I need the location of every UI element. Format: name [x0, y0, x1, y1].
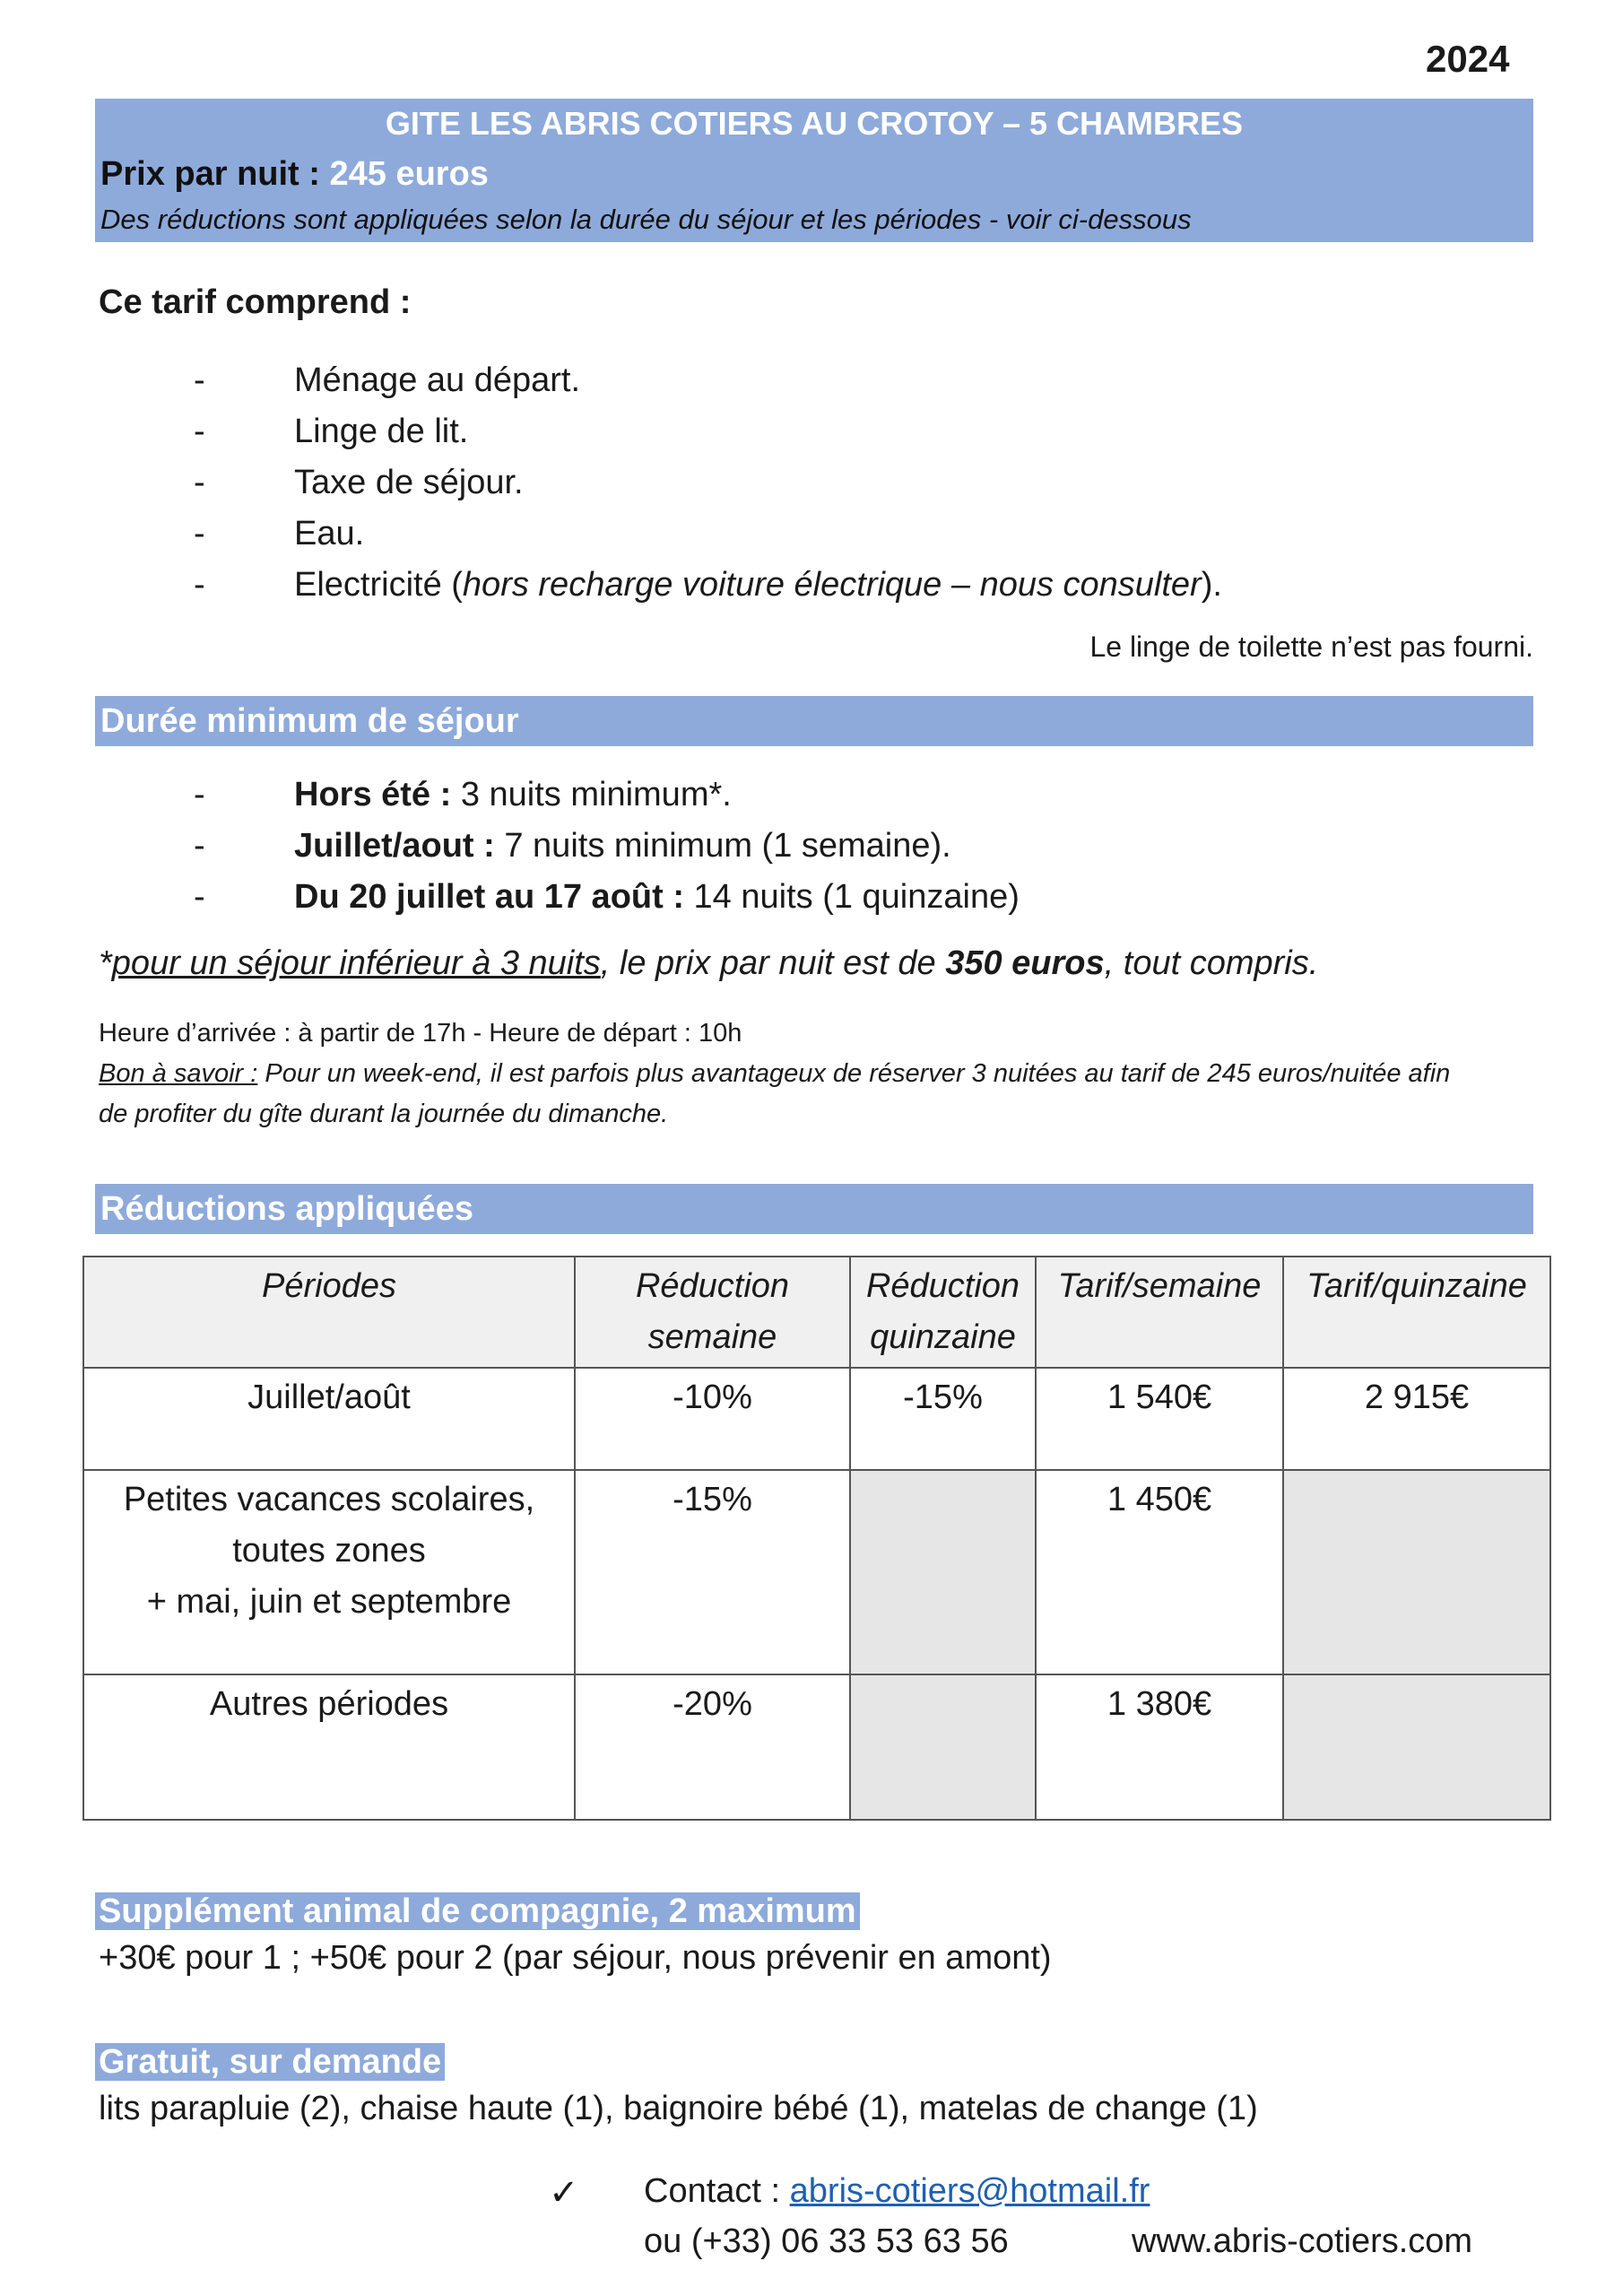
title-banner — [95, 99, 1533, 242]
free-text: lits parapluie (2), chaise haute (1), baignoire bébé (1), matelas de change (1) — [99, 2090, 1258, 2127]
cell-week-rate: 1 450€ — [1036, 1470, 1283, 1674]
col-header-periods: Périodes — [83, 1257, 575, 1368]
price-value: 245 euros — [329, 155, 489, 193]
section-banner-min-stay — [95, 696, 1533, 746]
cell-week-rate: 1 380€ — [1036, 1674, 1283, 1820]
cell-fortnight-rate: 2 915€ — [1283, 1368, 1550, 1470]
col-header-fortnight-rate: Tarif/quinzaine — [1283, 1257, 1550, 1368]
discount-note: Des réductions sont appliquées selon la durée du séjour et les périodes - voir ci-dessous — [100, 204, 1192, 235]
table-row — [83, 1368, 1550, 1470]
short-stay-note: *pour un séjour inférieur à 3 nuits, le prix par nuit est de 350 euros, tout compris. — [99, 944, 1319, 982]
table-header-row — [83, 1257, 1550, 1368]
table-row — [83, 1470, 1550, 1674]
page-title: GITE LES ABRIS COTIERS AU CROTOY – 5 CHAMBRES — [385, 105, 1244, 142]
cell-empty — [850, 1470, 1036, 1674]
checkmark-icon: ✓ — [549, 2173, 579, 2213]
tip-text: Bon à savoir : Pour un week-end, il est parfois plus avantageux de réserver 3 nuitées au tarif de 245 euros/nuitée afin — [99, 1059, 1451, 1088]
min-stay-heading: Durée minimum de séjour — [100, 702, 519, 740]
cell-period: Autres périodes — [83, 1674, 575, 1820]
pricing-table — [82, 1256, 1551, 1821]
cell-week-reduction: -10% — [575, 1368, 850, 1470]
email-link[interactable]: abris-cotiers@hotmail.fr — [789, 2172, 1150, 2210]
year-label: 2024 — [1426, 38, 1510, 80]
cell-empty — [850, 1674, 1036, 1820]
cell-empty — [1283, 1470, 1550, 1674]
cell-period: Petites vacances scolaires, toutes zones + mai, juin et septembre — [83, 1470, 575, 1674]
cell-fortnight-reduction: -15% — [850, 1368, 1036, 1470]
cell-week-reduction: -20% — [575, 1674, 850, 1820]
section-banner-reductions — [95, 1184, 1533, 1234]
towel-note: Le linge de toilette n’est pas fourni. — [1089, 631, 1533, 663]
reductions-heading: Réductions appliquées — [100, 1190, 473, 1228]
free-heading: Gratuit, sur demande — [95, 2043, 445, 2081]
table-row — [83, 1674, 1550, 1820]
cell-week-reduction: -15% — [575, 1470, 850, 1674]
contact-line — [644, 2172, 1150, 2211]
col-header-fortnight-reduction: Réduction quinzaine — [850, 1257, 1036, 1368]
hours-text: Heure d’arrivée : à partir de 17h - Heure de départ : 10h — [99, 1019, 742, 1048]
phone-text: ou (+33) 06 33 53 63 56 — [644, 2222, 1009, 2260]
cell-week-rate: 1 540€ — [1036, 1368, 1283, 1470]
pets-heading-wrap — [95, 1889, 860, 1934]
website-text: www.abris-cotiers.com — [1132, 2222, 1473, 2260]
free-heading-wrap — [95, 2039, 445, 2084]
tip-text-cont: de profiter du gîte durant la journée du dimanche. — [99, 1100, 669, 1128]
col-header-week-rate: Tarif/semaine — [1036, 1257, 1283, 1368]
pets-text: +30€ pour 1 ; +50€ pour 2 (par séjour, nous prévenir en amont) — [99, 1939, 1052, 1977]
cell-period: Juillet/août — [83, 1368, 575, 1470]
includes-heading: Ce tarif comprend : — [99, 283, 412, 321]
pets-heading: Supplément animal de compagnie, 2 maximum — [95, 1892, 860, 1930]
cell-empty — [1283, 1674, 1550, 1820]
col-header-week-reduction: Réduction semaine — [575, 1257, 850, 1368]
price-line — [100, 151, 489, 197]
price-label: Prix par nuit : — [100, 155, 320, 193]
contact-label: Contact : — [644, 2172, 790, 2210]
